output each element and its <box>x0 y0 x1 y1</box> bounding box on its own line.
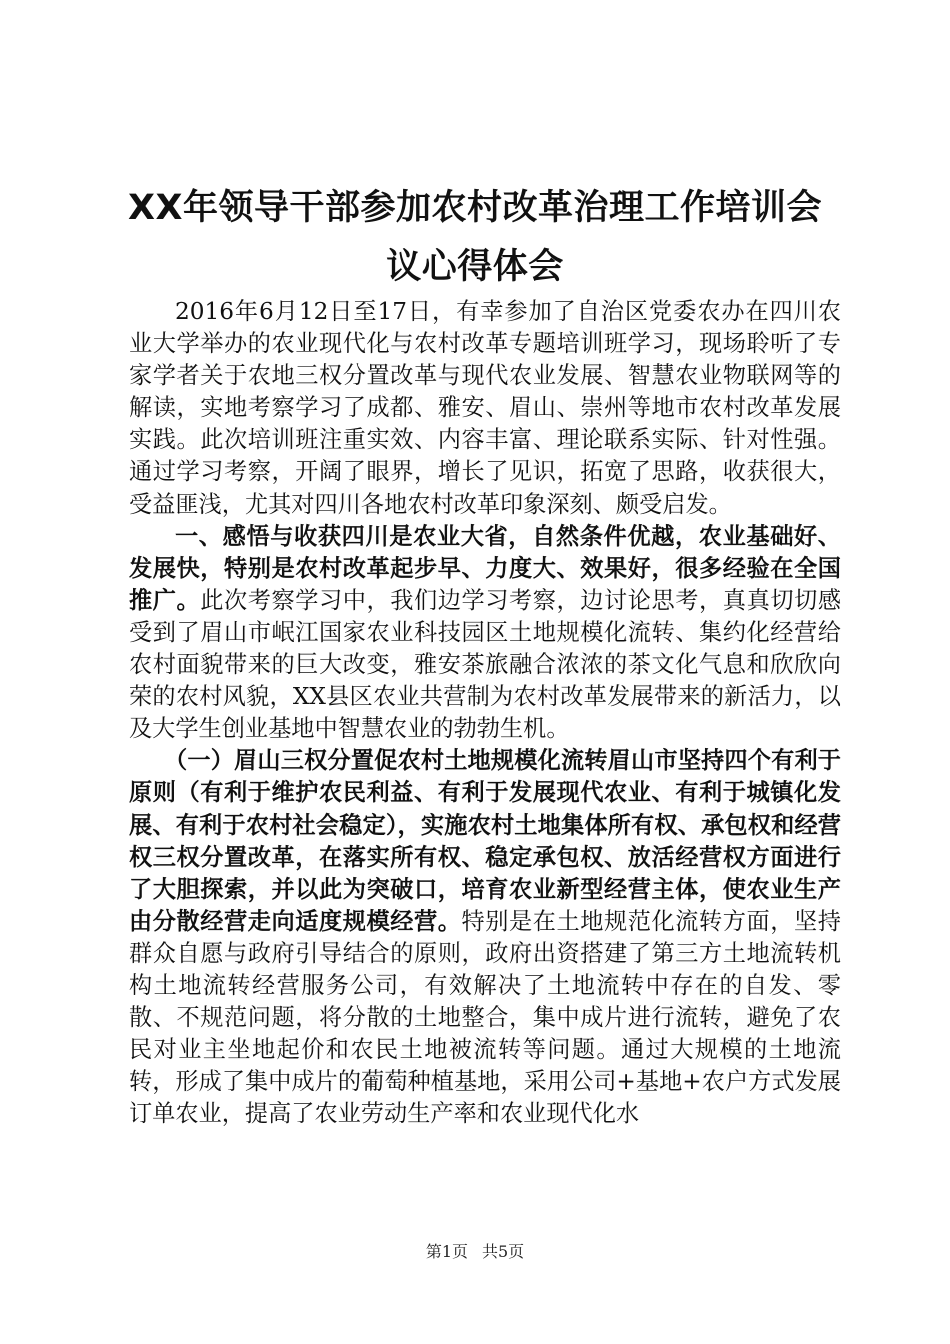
page-total: 共5页 <box>482 1242 525 1261</box>
paragraph-intro <box>129 296 841 521</box>
page-footer <box>0 1241 950 1263</box>
paragraph-subsection-one <box>129 745 841 1130</box>
document-title-line-2: 议心得体会 <box>386 247 564 287</box>
paragraph-section-one <box>129 521 841 746</box>
document-title-line-1: XX年领导干部参加农村改革治理工作培训会 <box>128 188 822 228</box>
document-body <box>129 296 841 1130</box>
page-number: 第1页 <box>425 1242 468 1261</box>
section-one-heading: 一、感悟与收获四川是农业大省，自然条件优越，农业基础好、发展快，特别是农村改革起步早、力度大、效果好，很多经验在全国推广。 <box>129 522 841 614</box>
section-one-text: 此次考察学习中，我们边学习考察，边讨论思考，真真切切感受到了眉山市岷江国家农业科技园区土地规模化流转、集约化经营给农村面貌带来的巨大改变，雅安茶旅融合浓浓的茶文化气息和欣欣向荣的农村风貌，XX县区农业共营制为农村改革发展带来的新活力，以及大学生创业基地中智慧农业的勃勃生机。 <box>129 586 842 743</box>
paragraph-intro-text: 2016年6月12日至17日，有幸参加了自治区党委农办在四川农业大学举办的农业现代化与农村改革专题培训班学习，现场聆听了专家学者关于农地三权分置改革与现代农业发展、智慧农业物联网等的解读，实地考察学习了成都、雅安、眉山、崇州等地市农村改革发展实践。此次培训班注重实效、内容丰富、理论联系实际、针对性强。通过学习考察，开阔了眼界，增长了见识，拓宽了思路，收获很大，受益匪浅，尤其对四川各地农村改革印象深刻、颇受启发。 <box>129 298 841 518</box>
subsection-one-text: 特别是在土地规范化流转方面，坚持群众自愿与政府引导结合的原则，政府出资搭建了第三方土地流转机构土地流转经营服务公司，有效解决了土地流转中存在的自发、零散、不规范问题，将分散的土地整合，集中成片进行流转，避免了农民对业主坐地起价和农民土地被流转等问题。通过大规模的土地流转，形成了集中成片的葡萄种植基地，采用公司+基地+农户方式发展订单农业，提高了农业劳动生产率和农业现代化水 <box>129 907 841 1128</box>
subsection-one-heading: （一）眉山三权分置促农村土地规模化流转眉山市坚持四个有利于原则（有利于维护农民利益、有利于发展现代农业、有利于城镇化发展、有利于农村社会稳定），实施农村土地集体所有权、承包权和经营权三权分置改革，在落实所有权、稳定承包权、放活经营权方面进行了大胆探索，并以此为突破口，培育农业新型经营主体，使农业生产由分散经营走向适度规模经营。 <box>129 747 841 935</box>
